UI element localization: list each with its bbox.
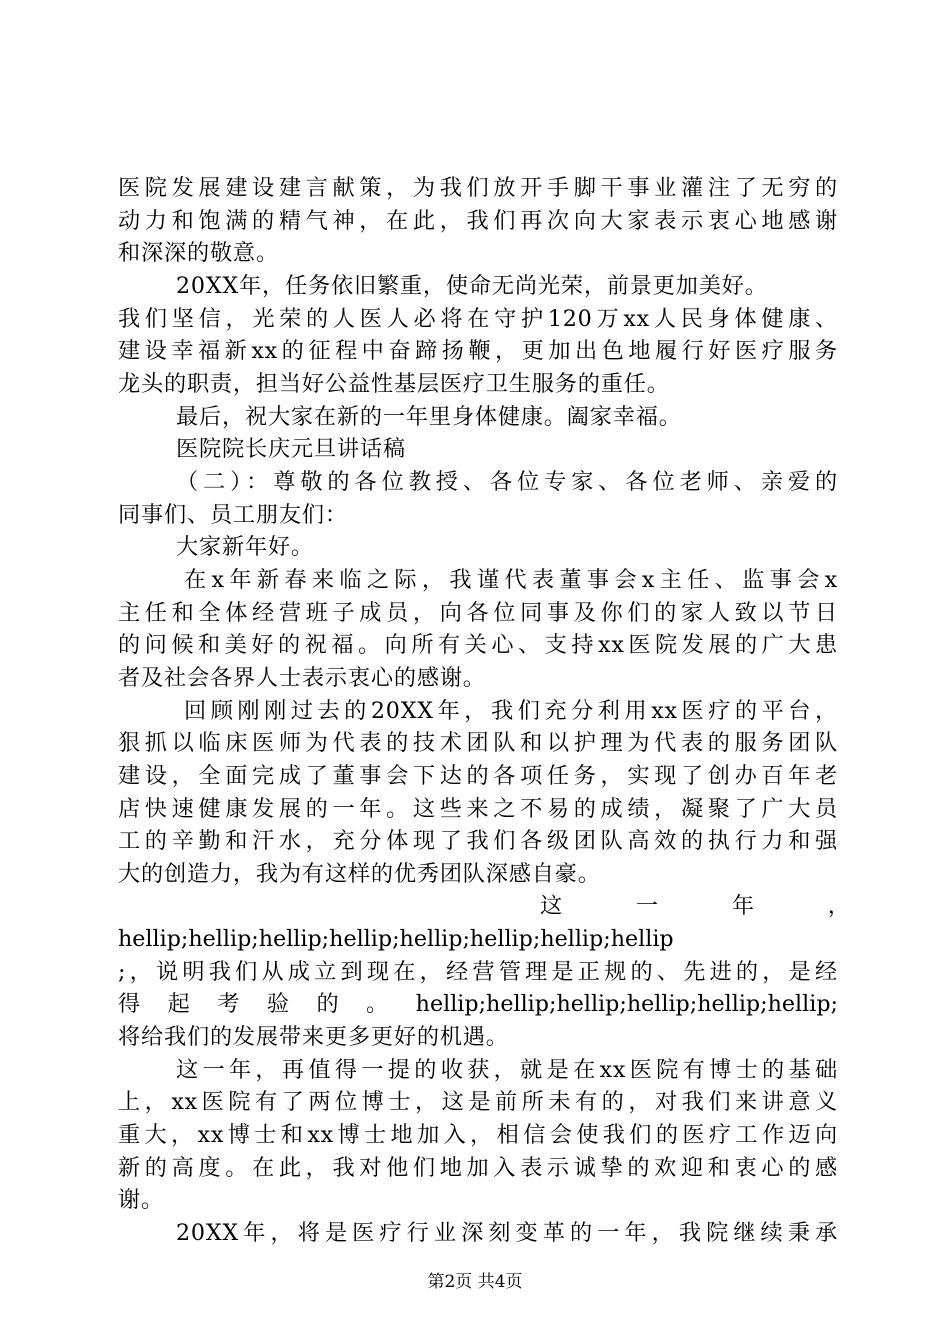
text-line: 这一年，再值得一提的收获，就是在xx医院有博士的基础 [176,1056,838,1083]
text-line: 大的创造力，我为有这样的优秀团队深感自豪。 [118,860,601,887]
text-line: （二）：尊敬的各位教授、各位专家、各位老师、亲爱的 [176,468,838,495]
text-line: 这一年， [540,893,850,920]
text-line: 上，xx医院有了两位博士，这是前所未有的，对我们来讲意义 [118,1089,838,1116]
page-footer: 第2页 共4页 [427,1272,523,1292]
text-line: 动力和饱满的精气神，在此，我们再次向大家表示衷心地感谢 [118,207,838,234]
text-line: 20XX年，任务依旧繁重，使命无尚光荣，前景更加美好。 [176,273,768,299]
text-line: 建设，全面完成了董事会下达的各项任务，实现了创办百年老 [118,762,838,789]
text-line: 最后，祝大家在新的一年里身体健康。阖家幸福。 [176,403,682,430]
text-line: 者及社会各界人士表示衷心的感谢。 [118,664,486,691]
section-heading: 医院院长庆元旦讲话稿 [176,436,406,463]
text-line: 新的高度。在此，我对他们地加入表示诚挚的欢迎和衷心的感 [118,1154,838,1181]
text-line: 在x年新春来临之际，我谨代表董事会x主任、监事会x [184,566,838,593]
text-line: 得起考验的。hellip;hellip;hellip;hellip;hellip;hellip; [118,991,838,1018]
text-line: 大家新年好。 [176,534,314,561]
text-line: hellip;hellip;hellip;hellip;hellip;hellip;hellip;hellip [118,926,674,953]
text-line: 医院发展建设建言献策，为我们放开手脚干事业灌注了无穷的 [118,175,838,201]
text-line: 工的辛勤和汗水，充分体现了我们各级团队高效的执行力和强 [118,828,838,855]
text-line: 谢。 [118,1187,164,1214]
text-line: 回顾刚刚过去的20XX年，我们充分利用xx医疗的平台， [184,697,838,724]
text-line: 同事们、员工朋友们： [118,501,348,528]
text-line: 20XX年，将是医疗行业深刻变革的一年，我院继续秉承 [176,1220,838,1246]
text-line: 和深深的敬意。 [118,240,279,267]
text-line: 将给我们的发展带来更多更好的机遇。 [118,1024,509,1051]
text-line: 我们坚信，光荣的人医人必将在守护120万xx人民身体健康、 [118,305,838,332]
text-line: 龙头的职责，担当好公益性基层医疗卫生服务的重任。 [118,370,670,397]
text-line: 建设幸福新xx的征程中奋蹄扬鞭，更加出色地履行好医疗服务 [118,338,838,365]
text-line: 重大，xx博士和xx博士地加入，相信会使我们的医疗工作迈向 [118,1122,838,1148]
text-line: 店快速健康发展的一年。这些来之不易的成绩，凝聚了广大员 [118,795,838,822]
text-line: 狠抓以临床医师为代表的技术团队和以护理为代表的服务团队 [118,730,838,757]
text-line: 的问候和美好的祝福。向所有关心、支持xx医院发展的广大患 [118,632,838,659]
text-line: 主任和全体经营班子成员，向各位同事及你们的家人致以节日 [118,599,838,626]
text-line: ;，说明我们从成立到现在，经营管理是正规的、先进的，是经 [118,958,838,985]
